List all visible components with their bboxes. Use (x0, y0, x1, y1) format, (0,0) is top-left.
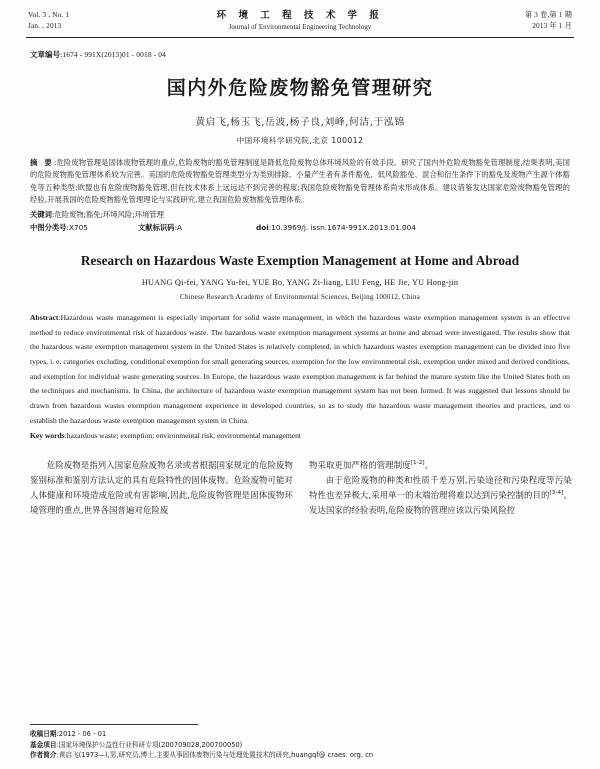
article-number-value: :1674 - 991X(2013)01 - 0018 - 04 (60, 50, 166, 59)
running-header-center (178, 10, 422, 33)
keywords-cn (30, 209, 570, 221)
received-label: 收稿日期 (30, 729, 57, 738)
body-column-right (309, 458, 572, 518)
abstract-cn (30, 157, 570, 207)
footnote-author-bio (30, 750, 572, 761)
authors-en: HUANG Qi-fei, YANG Yu-fei, YUE Bo, YANG Zi-liang, LIU Feng, HE Jie, YU Hong-jin (141, 277, 459, 287)
doi-label: doi (256, 223, 269, 233)
journal-title-en: Journal of Environmental Engineering Technology (228, 23, 372, 31)
abstract-en-label: Abstract (30, 312, 59, 322)
authors-cn: 黄启飞,杨玉飞,岳波,杨子良,刘峰,何洁,于泓锦 (195, 116, 405, 128)
document-code (138, 222, 256, 234)
body-text-tail: 。 (424, 460, 434, 471)
clc-value: :X705 (66, 223, 88, 233)
running-header-right (422, 10, 572, 32)
running-header (0, 0, 600, 34)
volume-issue-cn: 第 3 卷,第 1 期 (524, 11, 572, 19)
date-en: Jan. , 2013 (28, 22, 62, 31)
doi-value: :10.3969/j. issn.1674-991X.2013.01.004 (268, 223, 416, 233)
citation-ref: [3-4] (549, 490, 564, 497)
article-number-label: 文章编号 (30, 50, 61, 59)
affiliation-cn: 中国环境科学研究院,北京 100012 (236, 135, 364, 145)
article-number (30, 49, 600, 60)
body-columns (30, 458, 572, 518)
abstract-cn-text: :危险废物管理是固体废物管理的重点,危险废物的豁免管理制度是降低危险废物总体环境风险的有效手段。研究了国内外危险废物豁免管理制度,结果表明,美国的危险废物豁免管理体系较为完善。美国的危险废物豁免管理类型分为类别排除、小量产生者有条件豁免、低风险豁免、混合和衍生条件下的豁免及废物产生源个体豁免等五种类型;欧盟也有危险废物豁免管理,但在技术体系上远远达不到完善的程度;我国危险废物豁免管理体系尚未形成体系。建议借鉴发达国家危险废物豁免管理的经验,开展我国的危险废物豁免管理理论与实践研究,建立我国危险废物豁免管理体系。 (30, 157, 570, 205)
page-title-cn: 国内外危险废物豁免管理研究 (166, 77, 434, 99)
affiliation-en: Chinese Research Academy of Environmental Sciences, Beijing 100012, China (180, 292, 420, 301)
keywords-en (30, 429, 570, 444)
keywords-en-text: :hazardous waste; exemption; environmental risk; environmental management (64, 431, 301, 441)
body-paragraph: 危险废物是指列入国家危险废物名录或者根据国家规定的危险废物鉴别标准和鉴别方法认定的具有危险特性的固体废物。危险废物可能对人体健康和环境造成危险或有害影响,因此,危险废物管理是固体废物环境管理的重点,世界各国普遍对危险废 (30, 460, 293, 515)
abstract-cn-label: 摘 要 (30, 157, 54, 167)
abstract-en (30, 311, 570, 429)
keywords-cn-text: :危险废物;豁免;环境风险;环境管理 (51, 209, 164, 219)
body-text-tail: 。发达国家的经验表明,危险废物的管理应该以污染风险控 (309, 490, 572, 515)
document-code-label: 文献标识码 (138, 223, 175, 233)
header-divider (26, 37, 574, 38)
clc-label: 中图分类号 (30, 223, 67, 233)
footnotes (30, 724, 572, 761)
classification-row (30, 222, 570, 234)
body-paragraph (309, 458, 572, 473)
fund-label: 基金项目 (30, 740, 57, 749)
author-bio-label: 作者简介 (30, 751, 57, 760)
date-cn: 2013 年 1 月 (532, 22, 572, 31)
body-text: 由于危险废物的种类和性质千差万别,污染途径和污染程度等污染特性也差异极大,采用单一的末端治理将难以达到污染控制的目的 (309, 475, 572, 501)
keywords-en-label: Key words (30, 431, 65, 441)
doi (256, 222, 570, 234)
body-text: 物采取更加严格的管理制度 (309, 460, 411, 471)
author-bio-value: :黄启飞(1973—),男,研究员,博士,主要从事固体废物污染与处理处置技术的研究,huangqf@ craes. org. cn (56, 751, 374, 760)
footnote-divider (30, 724, 198, 725)
running-header-left (28, 10, 178, 32)
footnote-received (30, 729, 572, 740)
citation-ref: [1-2] (410, 460, 425, 467)
received-value: :2012 - 06 - 01 (56, 729, 107, 738)
journal-title-cn: 环 境 工 程 技 术 学 报 (216, 10, 384, 21)
body-column-left (30, 458, 293, 518)
clc-number (30, 222, 138, 234)
volume-issue-en: Vol. 3 , No. 1 (28, 11, 70, 19)
document-code-value: :A (174, 223, 182, 233)
abstract-en-text: :Hazardous waste management is especially important for solid waste management, in which the hazardous waste exemption management system is an effective method to reduce environmental risk of hazardous waste. The hazardous waste exemption management systems at home and abroad were investigated. The results show that the hazardous waste exemption management system in the United States is relatively completed, in which hazardous wastes exemption management can be divided into five types, i. e. categories excluding, conditional exemption for small generating sources, exemption for the low environmental risk, exemption under mixed and derived conditions, and exemption for individual waste generating sources. In Europe, the hazardous waste exemption management is far behind the mature system like the United States both on the techniques and mechanisms. In China, the architecture of hazardous waste exemption management system has not been formed. It was suggested that lessons should be drawn from hazardous wastes exemption management experience in developed countries, so as to study the hazardous waste management theories and practices, and to establish the hazardous waste exemption management system in China. (30, 312, 570, 425)
footnote-fund (30, 740, 572, 751)
body-paragraph (309, 473, 572, 518)
fund-value: :国家环境保护公益性行业科研专项(200709028,200700050) (56, 740, 243, 749)
page-title-en: Research on Hazardous Waste Exemption Management at Home and Abroad (80, 252, 520, 268)
keywords-cn-label: 关键词 (30, 209, 52, 219)
